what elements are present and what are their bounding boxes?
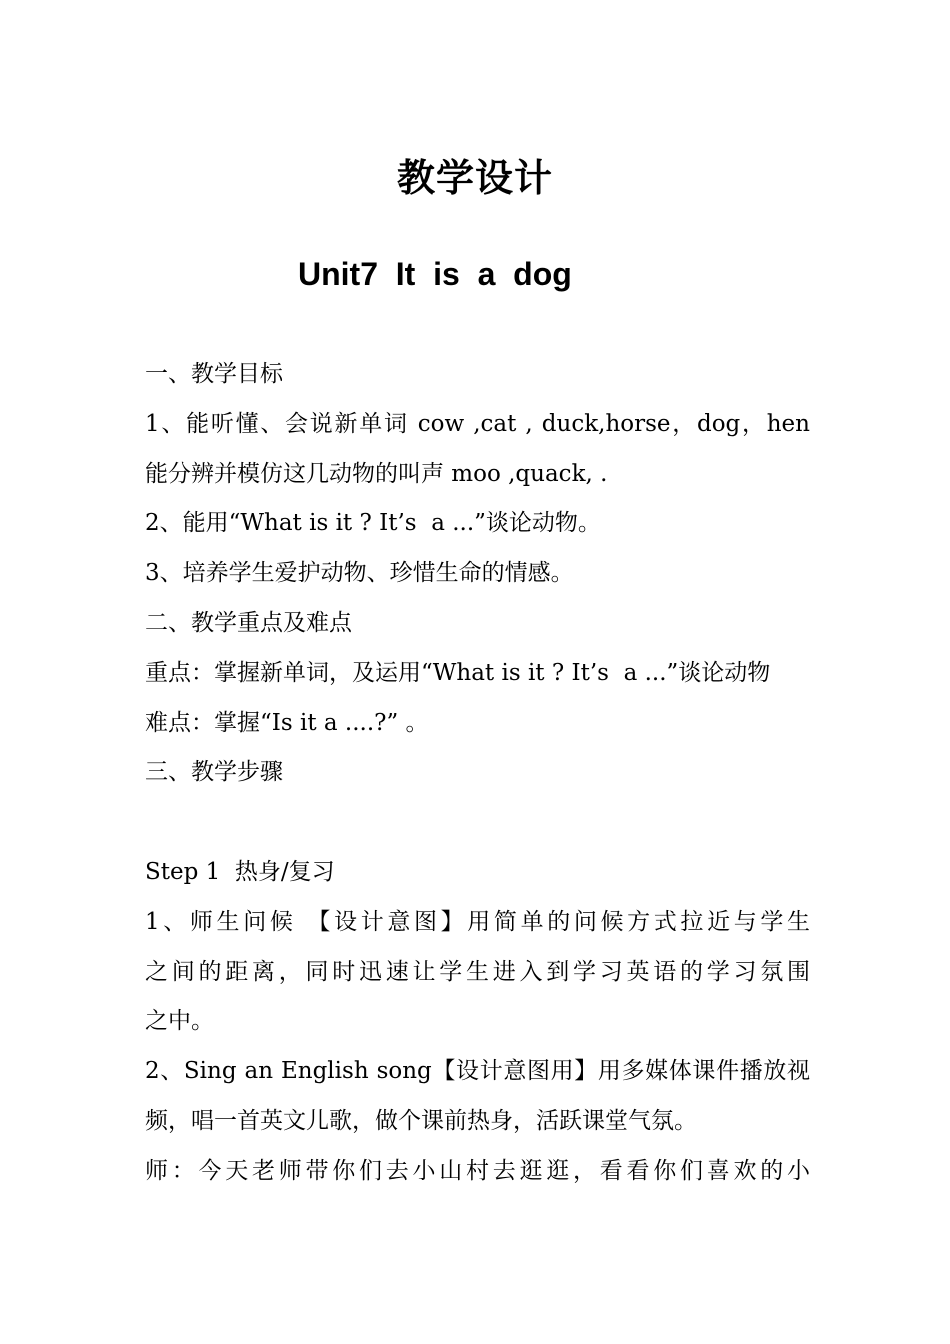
document-subtitle: Unit7 It is a dog: [298, 256, 572, 292]
document-line: 重点：掌握新单词，及运用“What is it ? It’s a ...”谈论动物: [145, 659, 771, 686]
document-line: 频，唱一首英文儿歌，做个课前热身，活跃课堂气氛。: [145, 1107, 697, 1134]
document-line: 2、Sing an English song【设计意图用】用多媒体课件播放视: [145, 1058, 810, 1085]
document-line: 之间的距离，同时迅速让学生进入到学习英语的学习氛围: [145, 958, 810, 985]
document-body: [145, 354, 810, 1201]
document-line: 能分辨并模仿这几动物的叫声 moo ,quack, .: [145, 460, 608, 487]
document-line: 1、能听懂、会说新单词 cow ,cat , duck,horse，dog，hen: [145, 410, 810, 437]
document-line: 二、教学重点及难点: [145, 609, 352, 636]
document-title: 教学设计: [396, 156, 553, 200]
document-line: 之中。: [145, 1008, 214, 1035]
document-line: 三、教学步骤: [145, 759, 283, 786]
document-line: [145, 802, 810, 852]
document-line: 难点：掌握“Is it a ....?” 。: [145, 709, 429, 736]
document-line: 一、教学目标: [145, 361, 283, 387]
document-line: 1、师生问候 【设计意图】用简单的问候方式拉近与学生: [145, 908, 810, 935]
document-line: 师：今天老师带你们去小山村去逛逛，看看你们喜欢的小: [145, 1157, 810, 1184]
document-line: 2、能用“What is it ? It’s a ...”谈论动物。: [145, 510, 601, 537]
document-line: 3、培养学生爱护动物、珍惜生命的情感。: [145, 560, 574, 587]
document-line: Step 1 热身/复习: [145, 858, 335, 885]
